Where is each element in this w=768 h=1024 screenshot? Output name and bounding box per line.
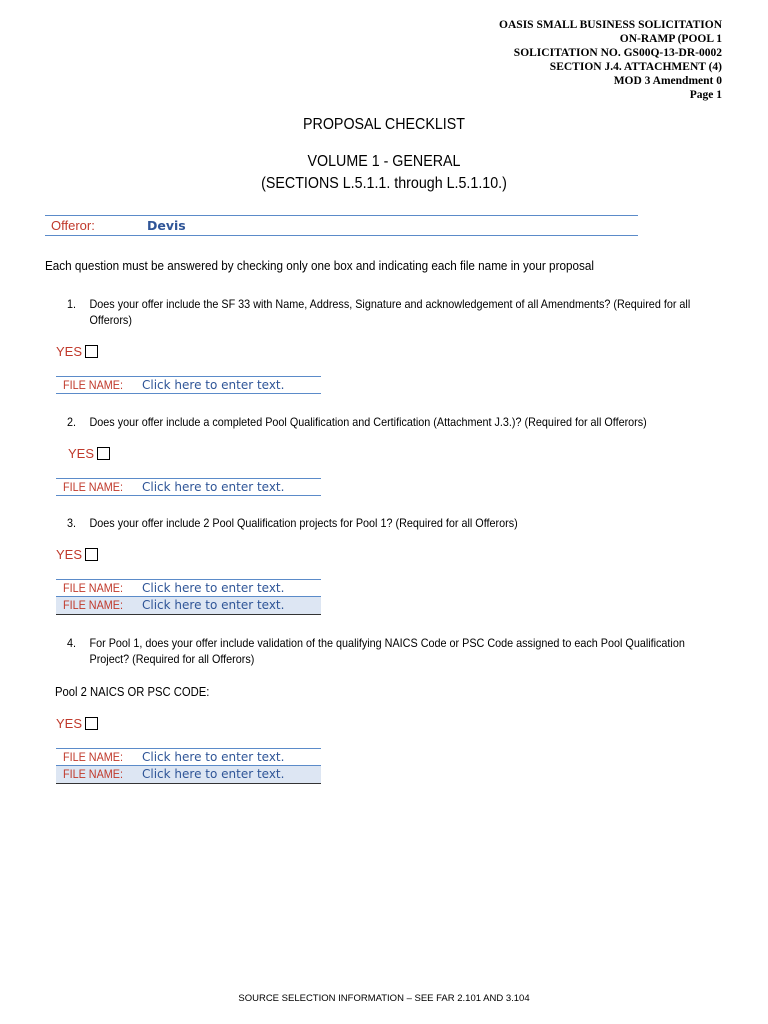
yes-checkbox-4[interactable] bbox=[85, 717, 98, 730]
question-1 bbox=[67, 296, 715, 328]
question-text: For Pool 1, does your offer include validation of the qualifying NAICS Code or PSC Code assigned to each Pool Qualification Project? (Required for all Offerors) bbox=[89, 636, 685, 666]
instruction-text: Each question must be answered by checking only one box and indicating each file name in your proposal bbox=[45, 258, 594, 273]
yes-label: YES bbox=[56, 344, 83, 359]
question-text: Does your offer include the SF 33 with Name, Address, Signature and acknowledgement of all Amendments? (Required for all Offerors) bbox=[89, 297, 691, 327]
file-name-field-3b[interactable]: Click here to enter text. bbox=[142, 598, 285, 612]
file-name-field-2[interactable]: Click here to enter text. bbox=[142, 480, 285, 494]
offeror-row bbox=[45, 215, 638, 236]
header-page-number: Page 1 bbox=[689, 89, 722, 101]
offeror-field[interactable]: Devis bbox=[147, 218, 186, 233]
yes-label: YES bbox=[56, 547, 83, 562]
header-solicitation: OASIS SMALL BUSINESS SOLICITATION bbox=[499, 19, 722, 31]
yes-option-2 bbox=[68, 446, 110, 461]
yes-label: YES bbox=[56, 716, 83, 731]
file-name-row-4a bbox=[56, 748, 321, 766]
question-number: 1. bbox=[67, 297, 77, 311]
yes-option-3 bbox=[56, 547, 98, 562]
file-name-row-2 bbox=[56, 478, 321, 496]
file-name-label: FILE NAME: bbox=[63, 598, 124, 612]
header-mod: MOD 3 Amendment 0 bbox=[613, 75, 722, 87]
yes-checkbox-2[interactable] bbox=[97, 447, 110, 460]
page-footer: SOURCE SELECTION INFORMATION – SEE FAR 2.101 AND 3.104 bbox=[238, 993, 530, 1004]
question-number: 2. bbox=[67, 415, 77, 429]
yes-checkbox-1[interactable] bbox=[85, 345, 98, 358]
header-solicitation-number: SOLICITATION NO. GS00Q-13-DR-0002 bbox=[513, 47, 722, 59]
question-3 bbox=[67, 515, 715, 531]
file-name-label: FILE NAME: bbox=[63, 750, 124, 764]
file-name-row-4b bbox=[56, 766, 321, 784]
yes-label: YES bbox=[68, 446, 95, 461]
file-name-label: FILE NAME: bbox=[63, 581, 124, 595]
file-name-field-3a[interactable]: Click here to enter text. bbox=[142, 581, 285, 595]
offeror-label: Offeror: bbox=[51, 218, 95, 233]
yes-checkbox-3[interactable] bbox=[85, 548, 98, 561]
file-name-label: FILE NAME: bbox=[63, 378, 124, 392]
file-name-field-4a[interactable]: Click here to enter text. bbox=[142, 750, 285, 764]
document-header bbox=[499, 18, 722, 102]
page-title: PROPOSAL CHECKLIST bbox=[303, 116, 465, 133]
file-name-field-1[interactable]: Click here to enter text. bbox=[142, 378, 285, 392]
file-name-row-1 bbox=[56, 376, 321, 394]
question-2 bbox=[67, 414, 715, 430]
question-number: 3. bbox=[67, 516, 77, 530]
file-name-row-3b bbox=[56, 597, 321, 615]
file-name-label: FILE NAME: bbox=[63, 767, 124, 781]
file-name-field-4b[interactable]: Click here to enter text. bbox=[142, 767, 285, 781]
yes-option-1 bbox=[56, 344, 98, 359]
yes-option-4 bbox=[56, 716, 98, 731]
header-onramp: ON-RAMP (POOL 1 bbox=[619, 33, 722, 45]
header-section: SECTION J.4. ATTACHMENT (4) bbox=[549, 61, 722, 73]
question-4 bbox=[67, 635, 715, 667]
volume-title: VOLUME 1 - GENERAL bbox=[307, 153, 461, 170]
question-text: Does your offer include a completed Pool Qualification and Certification (Attachment J.3.)? (Required for all Offerors) bbox=[89, 415, 647, 429]
file-name-label: FILE NAME: bbox=[63, 480, 124, 494]
pool2-code-label: Pool 2 NAICS OR PSC CODE: bbox=[55, 685, 210, 699]
question-number: 4. bbox=[67, 636, 77, 650]
sections-subtitle: (SECTIONS L.5.1.1. through L.5.1.10.) bbox=[261, 175, 507, 192]
file-name-row-3a bbox=[56, 579, 321, 597]
question-text: Does your offer include 2 Pool Qualification projects for Pool 1? (Required for all Offerors) bbox=[89, 516, 518, 530]
